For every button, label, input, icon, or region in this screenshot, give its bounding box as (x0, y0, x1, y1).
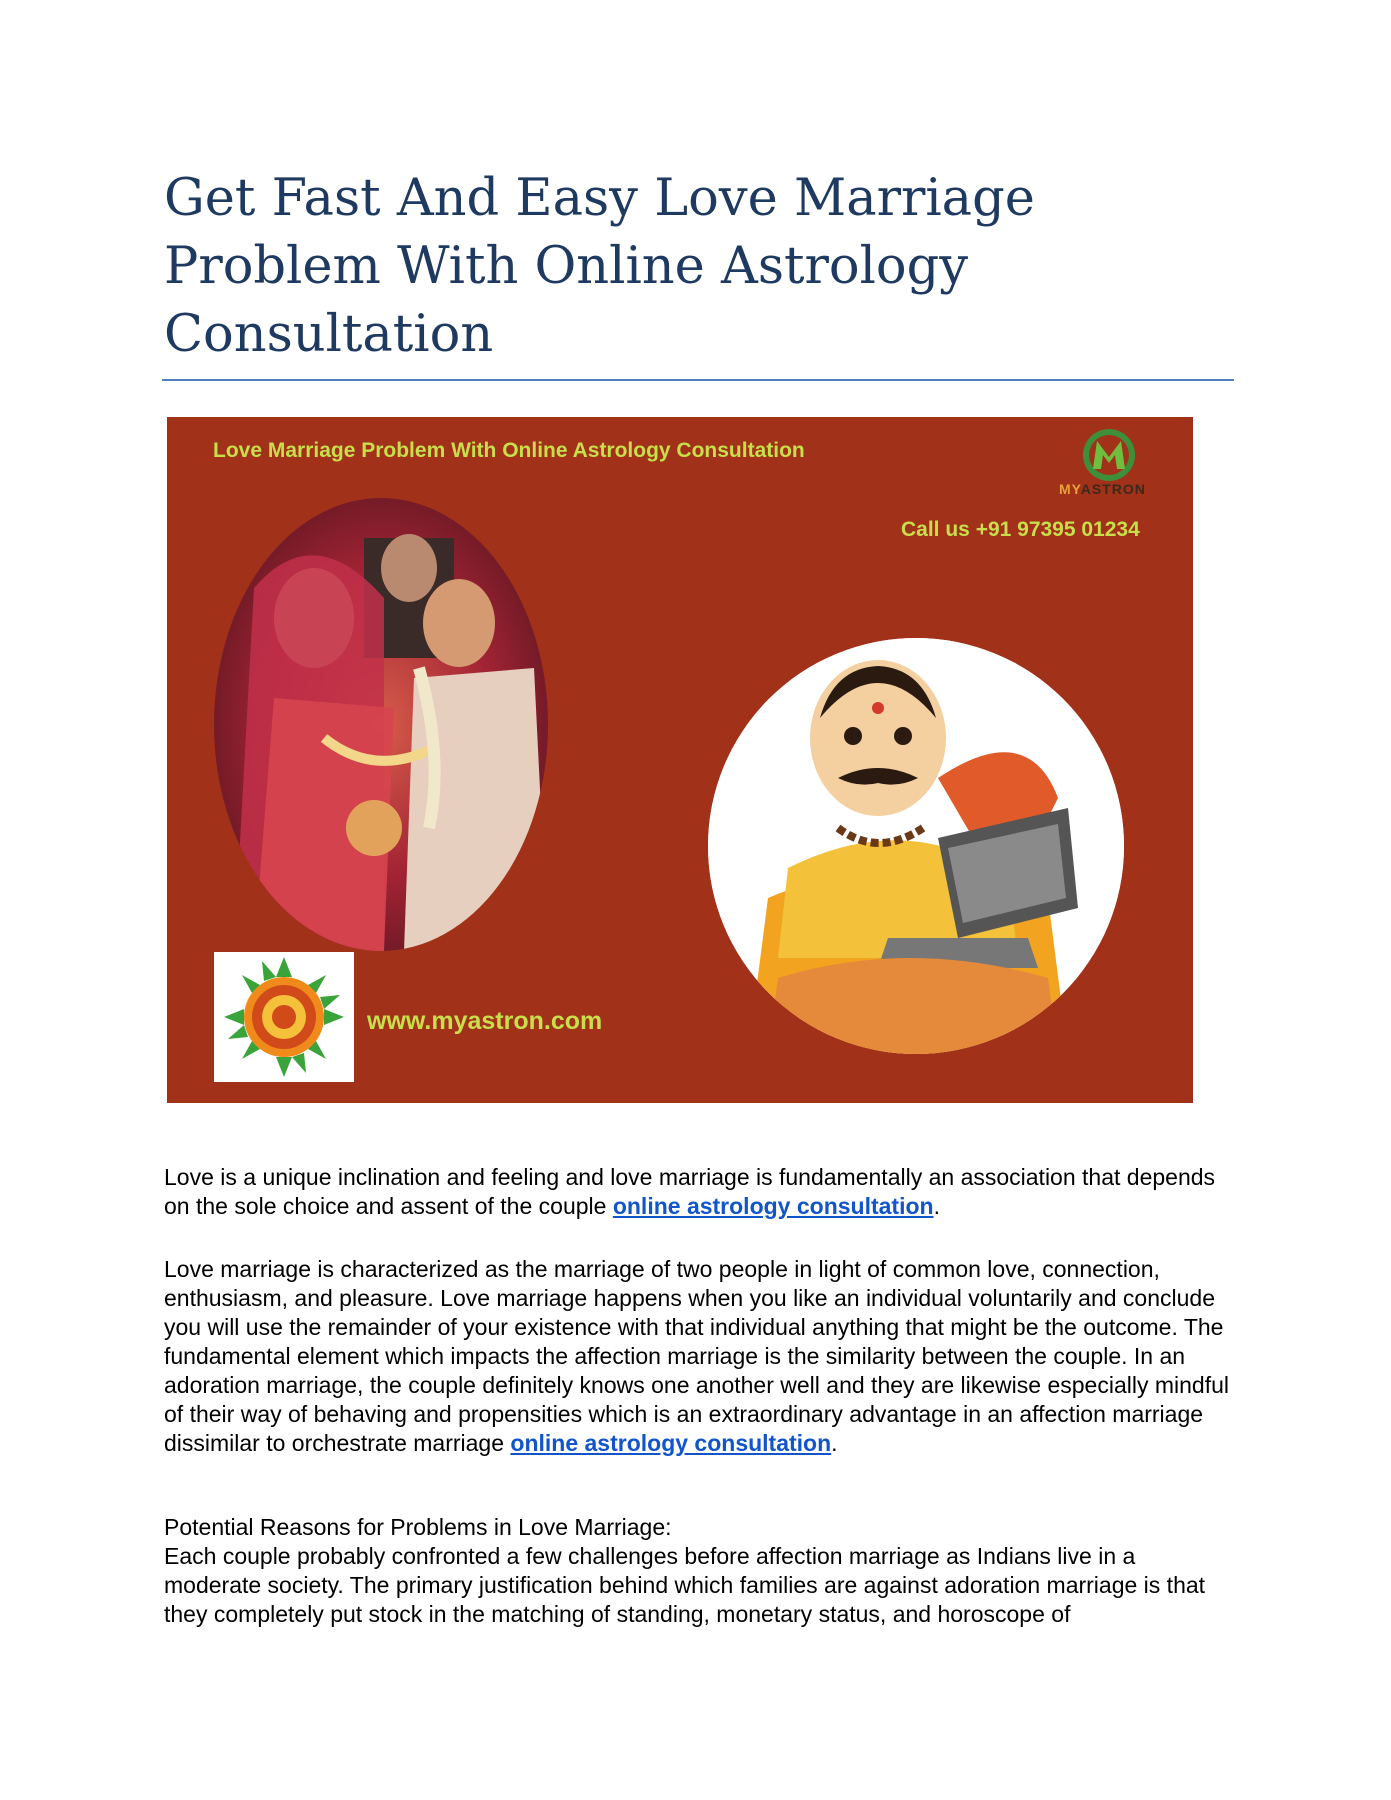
paragraph-intro-text: Love is a unique inclination and feeling and love marriage is fundamentally an association that depends on the sole choice and assent of the couple (164, 1164, 1216, 1219)
online-astrology-consultation-link-2[interactable]: online astrology consultation (510, 1430, 832, 1456)
banner-phone: Call us +91 97395 01234 (901, 518, 1140, 541)
section-heading-reasons: Potential Reasons for Problems in Love Marriage: (164, 1514, 672, 1540)
logo-wordmark (1059, 481, 1146, 497)
wedding-couple-photo (214, 498, 548, 951)
zodiac-wheel-icon (214, 952, 354, 1082)
paragraph-reasons: Each couple probably confronted a few challenges before affection marriage as Indians live in a moderate society. The primary justification behind which families are against adoration marriage is that they completely put stock in the matching of standing, monetary status, and horoscope of (164, 1543, 1206, 1627)
online-astrology-consultation-link-1[interactable]: online astrology consultation (612, 1193, 934, 1219)
logo-suffix: ASTRON (1080, 481, 1146, 497)
banner-website: www.myastron.com (367, 1007, 603, 1035)
myastron-logo (1053, 425, 1165, 517)
banner-heading: Love Marriage Problem With Online Astrology Consultation (213, 439, 805, 462)
paragraph-intro (164, 1163, 1236, 1221)
paragraph-definition-end: . (831, 1430, 838, 1456)
promo-banner-image (167, 417, 1193, 1103)
page-title: Get Fast And Easy Love Marriage Problem With Online Astrology Consultation (164, 169, 1035, 364)
logo-prefix: MY (1059, 481, 1081, 497)
title-underline (162, 379, 1234, 381)
paragraph-definition-text: Love marriage is characterized as the marriage of two people in light of common love, connection, enthusiasm, and pleasure. Love marriage happens when you like an individual voluntarily and conclude you will use the remainder of your existence with that individual anything that might be the outcome. The fundamental element which impacts the affection marriage is the similarity between the couple. In an adoration marriage, the couple definitely knows one another well and they are likewise especially mindful of their way of behaving and propensities which is an extraordinary advantage in an affection marriage dissimilar to orchestrate marriage (164, 1256, 1229, 1456)
paragraph-definition (164, 1255, 1236, 1458)
astrologer-illustration (708, 638, 1124, 1054)
paragraph-intro-end: . (933, 1193, 940, 1219)
